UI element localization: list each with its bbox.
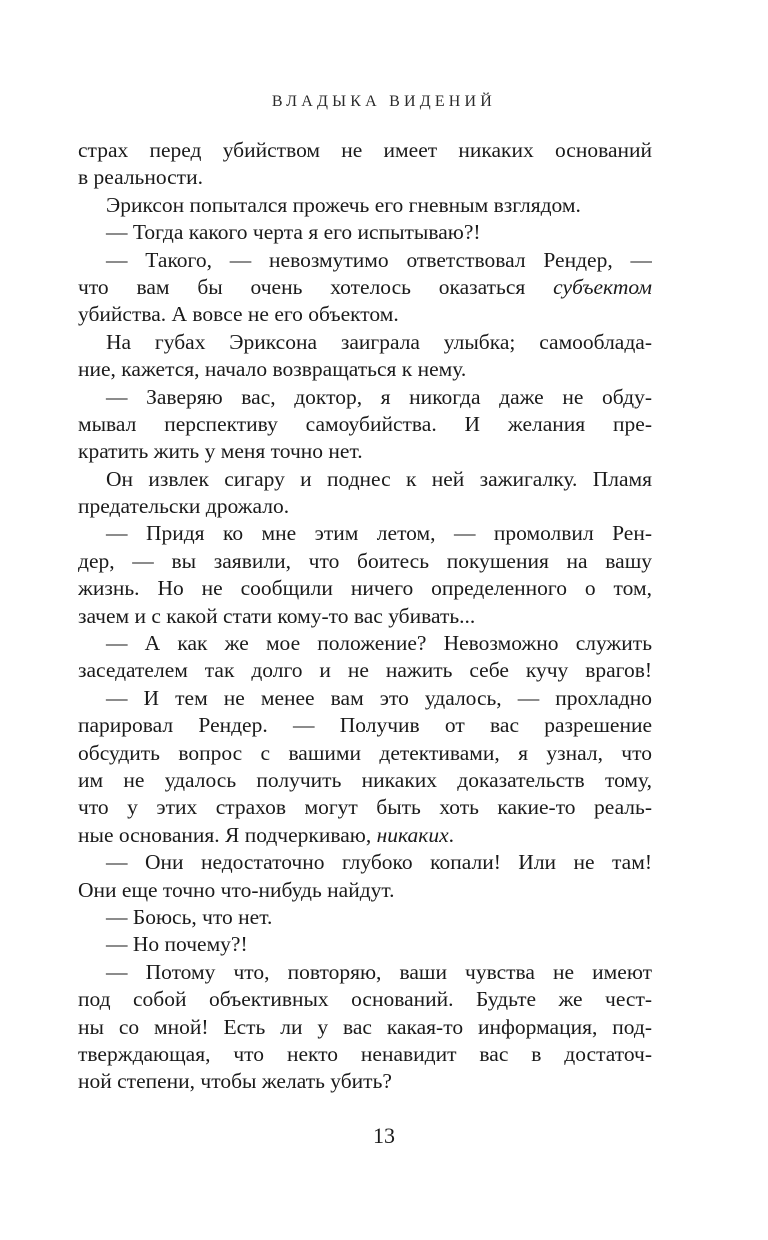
text-line: — Боюсь, что нет. [106,904,273,929]
text-line: жизнь. Но не сообщили ничего определенного о том, [78,576,652,601]
text-line: предательски дрожало. [78,494,290,519]
text-run: что вам бы очень хотелось оказаться [78,274,526,299]
running-head: ВЛАДЫКА ВИДЕНИЙ [271,93,497,110]
text-line: — И тем не менее вам это удалось, — прохладно [106,685,652,710]
text-line: ны со мной! Есть ли у вас какая-то информация, под- [78,1014,652,1039]
body-text [78,137,652,1096]
text-line: тверждающая, что некто ненавидит вас в достаточ- [78,1041,652,1066]
text-line: — Придя ко мне этим летом, — промолвил Рен- [106,521,652,546]
text-line: дер, — вы заявили, что боитесь покушения на вашу [78,548,652,573]
text-line: что у этих страхов могут быть хоть какие-то реаль- [78,795,652,820]
text-line: Он извлек сигару и поднес к ней зажигалку. Пламя [106,466,652,491]
text-line: Эриксон попытался прожечь его гневным взглядом. [106,192,581,217]
text-line: ние, кажется, начало возвращаться к нему. [78,357,467,382]
text-line: зачем и с какой стати кому-то вас убивать... [78,603,476,628]
text-line: заседателем так долго и не нажить себе кучу врагов! [78,658,652,683]
text-line: — Такого, — невозмутимо ответствовал Рендер, — [106,247,652,272]
emphasis-text: субъектом [553,274,652,299]
text-line: — Потому что, повторяю, ваши чувства не имеют [106,959,652,984]
text-line: — Но почему?! [106,932,248,957]
text-line: им не удалось получить никаких доказательств тому, [78,767,652,792]
text-line: страх перед убийством не имеет никаких оснований [78,138,652,162]
text-line [78,822,652,849]
text-line: кратить жить у меня точно нет. [78,439,363,464]
text-line: Они еще точно что-нибудь найдут. [78,877,395,902]
text-line: убийства. А вовсе не его объектом. [78,302,399,327]
page-number: 13 [373,1123,395,1148]
text-line: — Тогда какого черта я его испытываю?! [106,220,481,245]
text-run: ные основания. Я подчеркиваю, [78,822,372,847]
text-line: парировал Рендер. — Получив от вас разрешение [78,713,652,738]
text-line: — Они недостаточно глубоко копали! Или не там! [106,850,652,875]
text-line: — А как же мое положение? Невозможно служить [106,631,652,656]
text-line: — Заверяю вас, доктор, я никогда даже не обду- [106,384,652,409]
text-line [78,274,652,301]
text-run: . [448,822,455,847]
text-line: ной степени, чтобы желать убить? [78,1069,392,1094]
text-line: обсудить вопрос с вашими детективами, я узнал, что [78,740,652,765]
text-line: На губах Эриксона заиграла улыбка; самооблада- [106,329,652,354]
text-line: в реальности. [78,165,203,190]
text-line: мывал перспективу самоубийства. И желания пре- [78,411,652,436]
text-line: под собой объективных оснований. Будьте же чест- [78,987,652,1012]
emphasis-text: никаких [376,822,449,847]
